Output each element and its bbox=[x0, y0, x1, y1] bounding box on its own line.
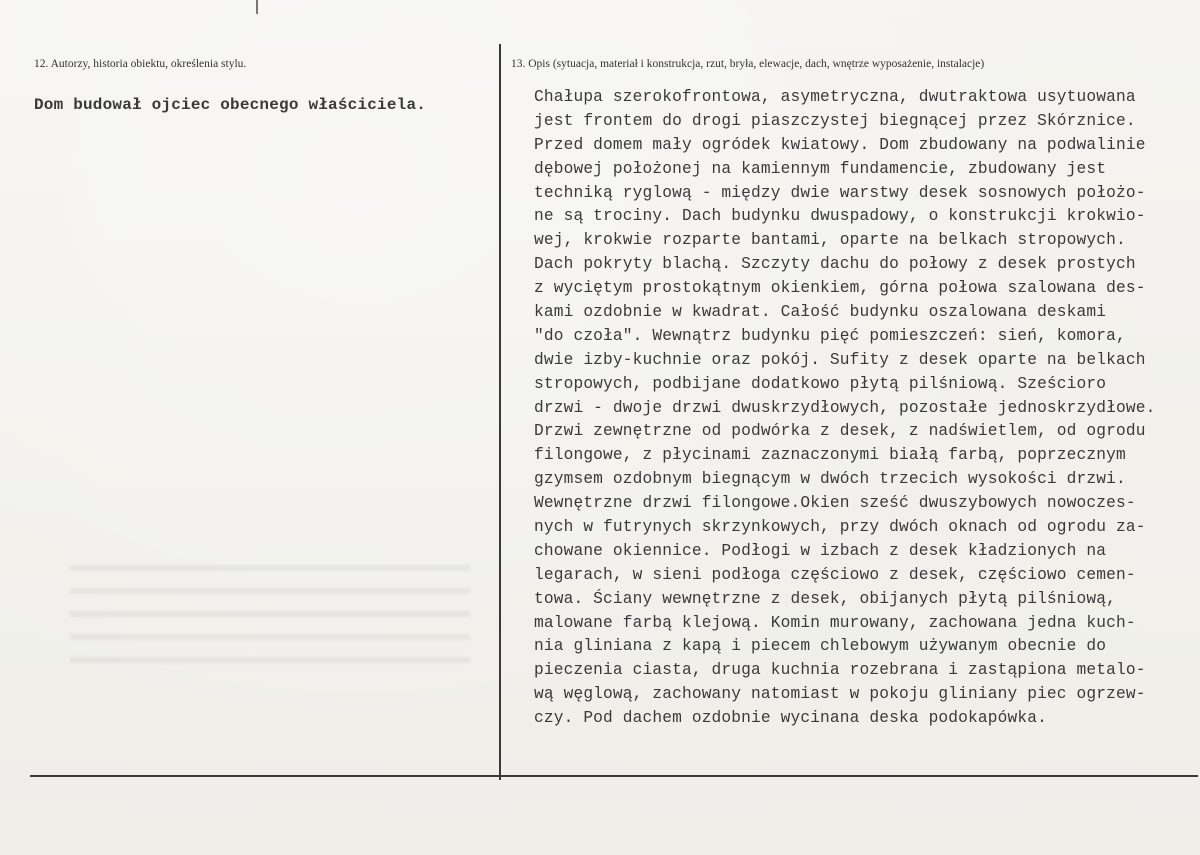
description-line: czy. Pod dachem ozdobnie wycinana deska podokapówka. bbox=[534, 709, 1047, 728]
description-line: nia gliniana z kapą i piecem chlebowym używanym obecnie do bbox=[534, 637, 1107, 656]
description-line: "do czoła". Wewnątrz budynku pięć pomieszczeń: sień, komora, bbox=[534, 326, 1126, 345]
field-13-label: 13. Opis (sytuacja, materiał i konstrukcja, rzut, bryła, elewacje, dach, wnętrze wyposażenie, instalacje) bbox=[511, 58, 985, 70]
description-line: legarach, w sieni podłoga częściowo z desek, częściowo cemen- bbox=[534, 565, 1136, 584]
description-line: gzymsem ozdobnym biegnącym w dwóch trzecich wysokości drzwi. bbox=[534, 470, 1126, 489]
description-line: techniką ryglową - między dwie warstwy desek sosnowych położo- bbox=[534, 183, 1146, 202]
field-13-typed-text bbox=[534, 86, 1194, 731]
description-line: chowane okiennice. Podłogi w izbach z desek kładzionych na bbox=[534, 541, 1107, 560]
description-line: stropowych, podbijane dodatkowo płytą pilśniową. Sześcioro bbox=[534, 374, 1107, 393]
description-line: nych w futrynych skrzynkowych, przy dwóch oknach od ogrodu za- bbox=[534, 518, 1146, 537]
description-line: ne są trociny. Dach budynku dwuspadowy, o konstrukcji krokwio- bbox=[534, 207, 1146, 226]
field-12-typed-text: Dom budował ojciec obecnego właściciela. bbox=[34, 96, 427, 114]
faded-bleed-through bbox=[70, 565, 470, 665]
bottom-rule bbox=[30, 775, 1198, 777]
description-line: towa. Ściany wewnętrzne z desek, obijanych płytą pilśniową, bbox=[534, 589, 1116, 608]
description-line: dwie izby-kuchnie oraz pokój. Sufity z desek oparte na belkach bbox=[534, 350, 1146, 369]
top-margin-tick bbox=[256, 0, 258, 14]
description-line: dębowej położonej na kamiennym fundamencie, zbudowany jest bbox=[534, 159, 1107, 178]
description-line: wej, krokwie rozparte bantami, oparte na belkach stropowych. bbox=[534, 231, 1126, 250]
description-line: pieczenia ciasta, druga kuchnia rozebrana i zastąpiona metalo- bbox=[534, 661, 1146, 680]
description-line: Chałupa szerokofrontowa, asymetryczna, dwutraktowa usytuowana bbox=[534, 88, 1136, 106]
description-line: kami ozdobnie w kwadrat. Całość budynku oszalowana deskami bbox=[534, 303, 1107, 322]
description-line: drzwi - dwoje drzwi dwuskrzydłowych, pozostałe jednoskrzydłowe. bbox=[534, 398, 1156, 417]
column-divider bbox=[499, 44, 501, 780]
description-line: jest frontem do drogi piaszczystej biegnącej przez Skórznice. bbox=[534, 111, 1136, 130]
description-line: malowane farbą klejową. Komin murowany, zachowana jedna kuch- bbox=[534, 613, 1136, 632]
description-line: filongowe, z płycinami zaznaczonymi białą farbą, poprzecznym bbox=[534, 446, 1126, 465]
description-line: z wyciętym prostokątnym okienkiem, górna połowa szalowana des- bbox=[534, 279, 1146, 298]
description-line: Drzwi zewnętrzne od podwórka z desek, z nadświetlem, od ogrodu bbox=[534, 422, 1146, 441]
field-12-label: 12. Autorzy, historia obiektu, określenia stylu. bbox=[34, 58, 247, 70]
description-line: Przed domem mały ogródek kwiatowy. Dom zbudowany na podwalinie bbox=[534, 135, 1146, 154]
description-line: wą węglową, zachowany natomiast w pokoju gliniany piec ogrzew- bbox=[534, 685, 1146, 704]
description-line: Dach pokryty blachą. Szczyty dachu do połowy z desek prostych bbox=[534, 255, 1136, 274]
description-line: Wewnętrzne drzwi filongowe.Okien sześć dwuszybowych nowoczes- bbox=[534, 494, 1136, 513]
